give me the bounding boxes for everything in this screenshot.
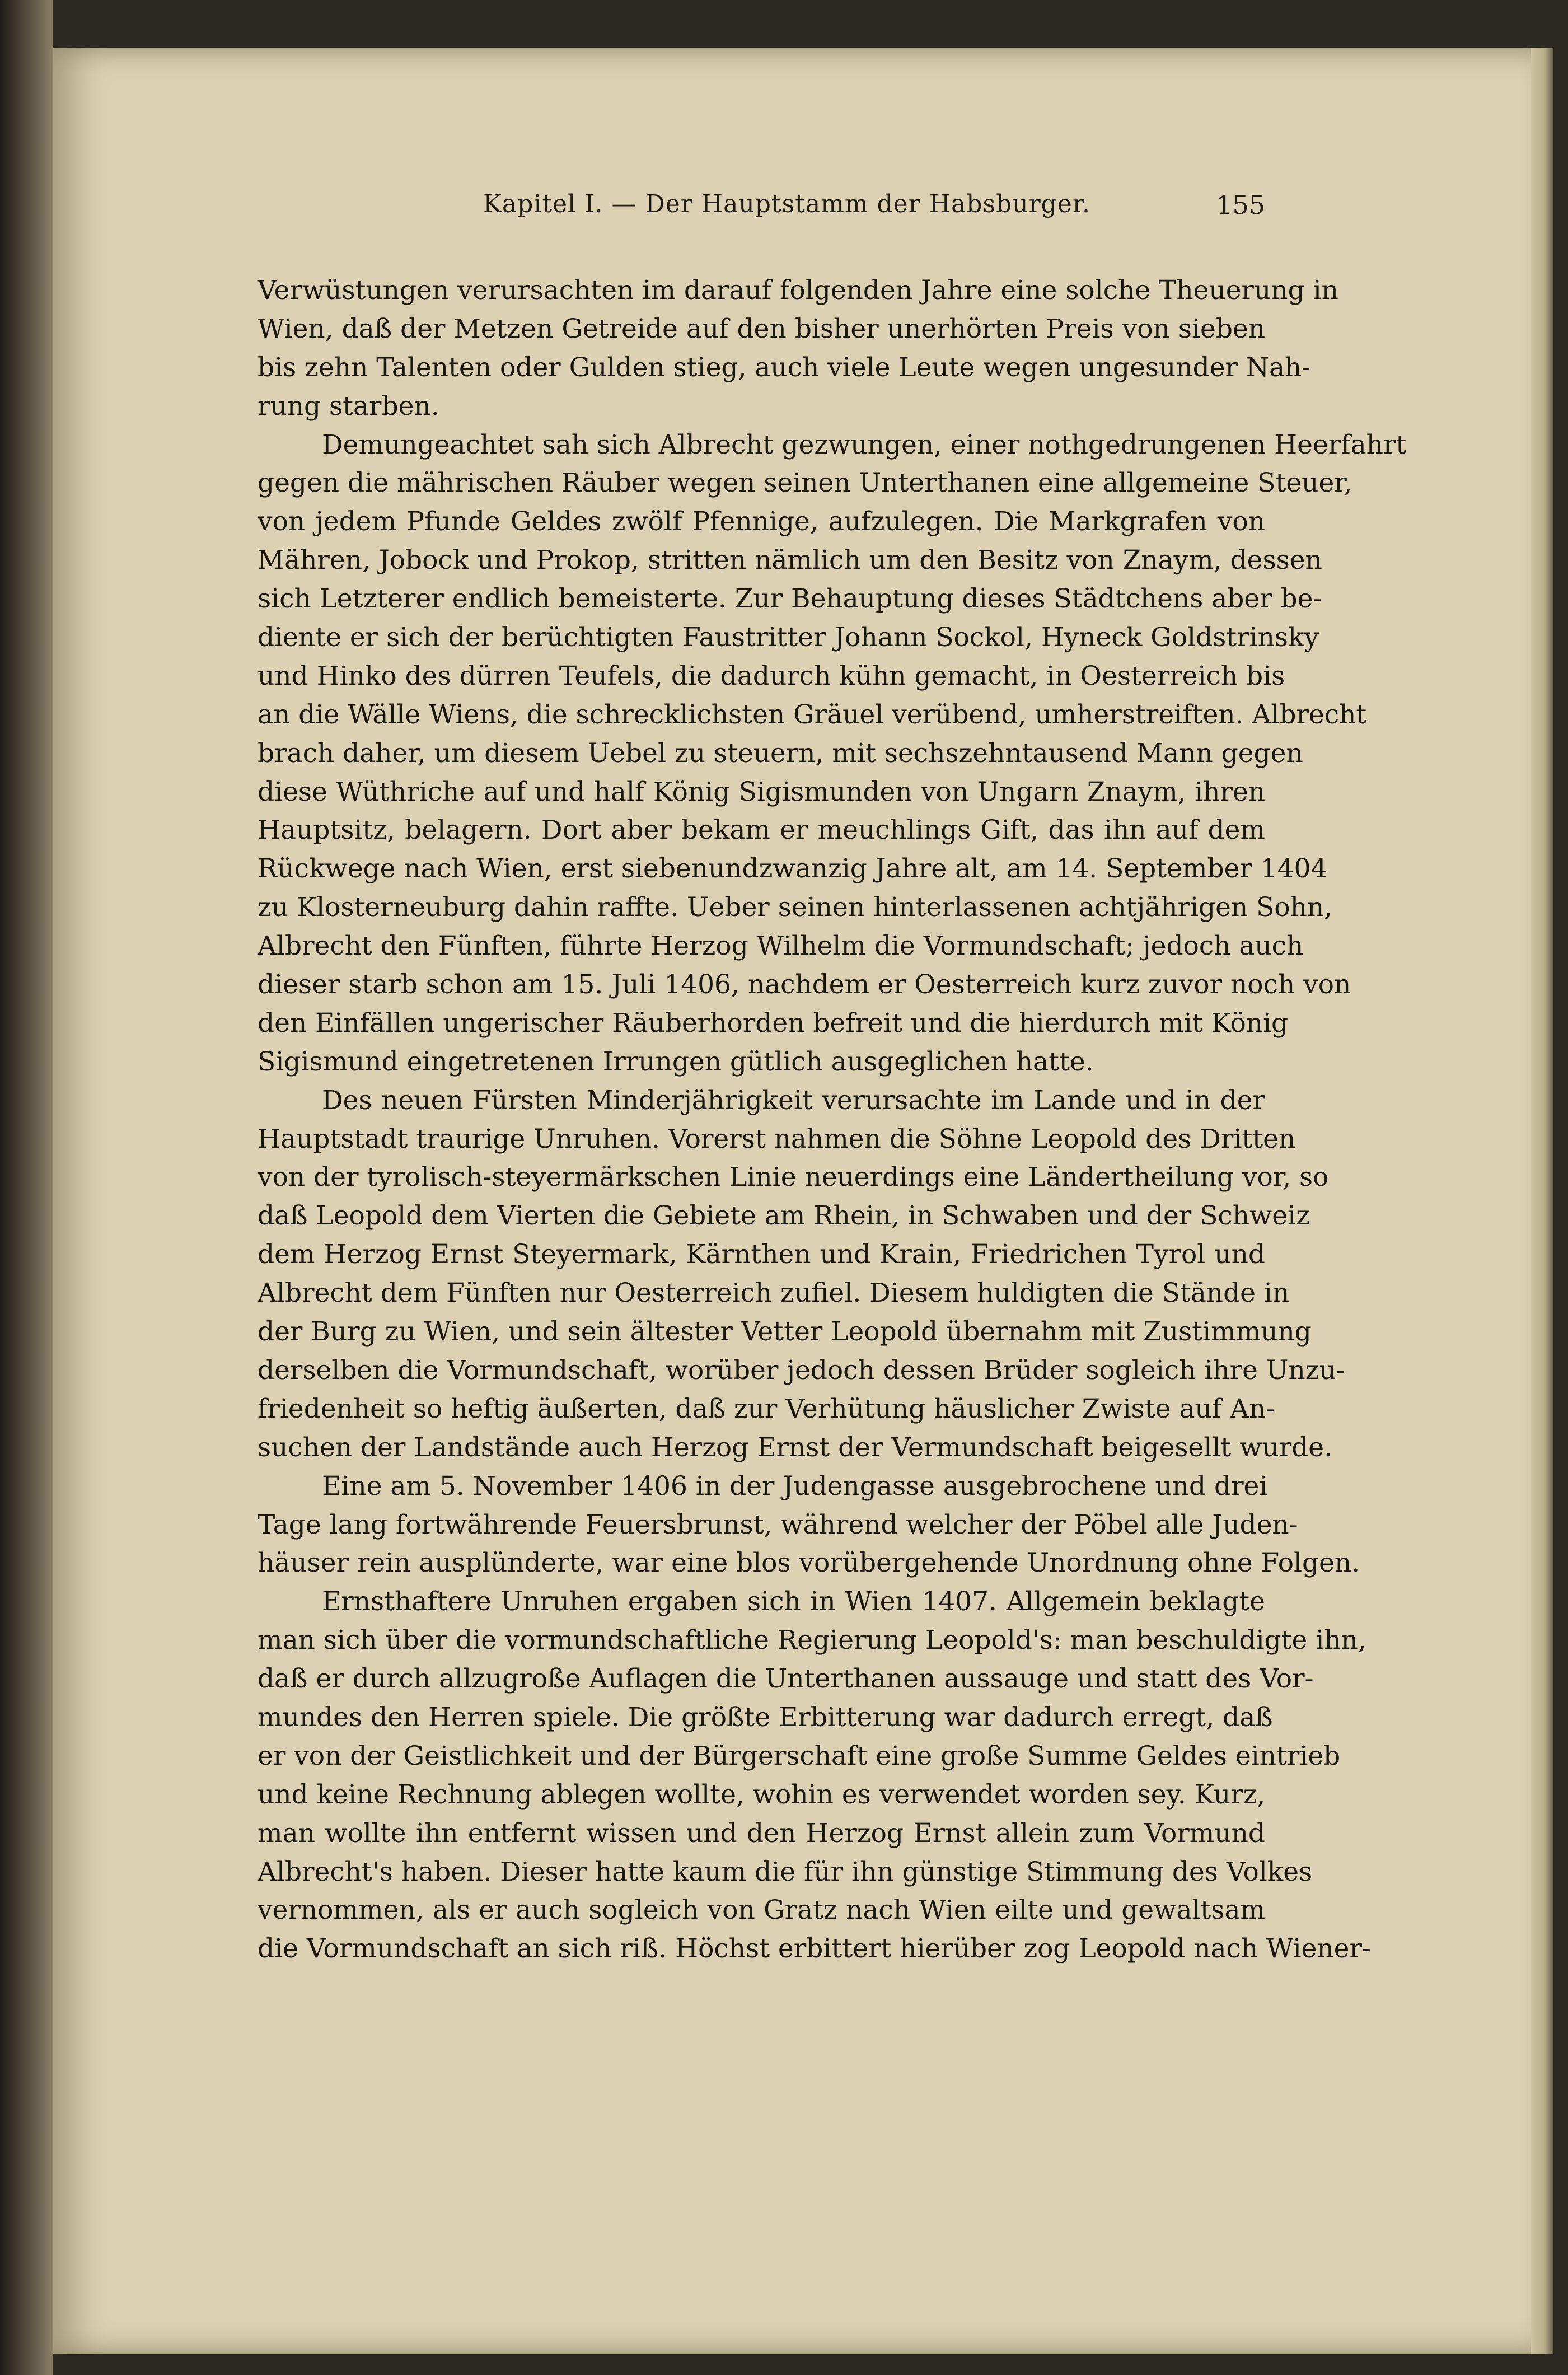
text-line: die Vormundschaft an sich riß. Höchst erbittert hierüber zog Leopold nach Wiener- — [258, 1933, 1371, 1965]
text-line: dem Herzog Ernst Steyermark, Kärnthen und Krain, Friedrichen Tyrol und — [258, 1239, 1265, 1270]
text-line: von jedem Pfunde Geldes zwölf Pfennige, aufzulegen. Die Markgrafen von — [258, 506, 1265, 537]
text-line: derselben die Vormundschaft, worüber jedoch dessen Brüder sogleich ihre Unzu- — [258, 1354, 1345, 1386]
text-line: und keine Rechnung ablegen wollte, wohin es verwendet worden sey. Kurz, — [258, 1779, 1266, 1810]
text-line: von der tyrolisch-steyermärkschen Linie neuerdings eine Ländertheilung vor, so — [258, 1162, 1329, 1193]
text-line: häuser rein ausplünderte, war eine blos vorübergehende Unordnung ohne Folgen. — [258, 1548, 1360, 1579]
book-binding — [0, 0, 53, 2375]
text-line: bis zehn Talenten oder Gulden stieg, auch viele Leute wegen ungesunder Nah- — [258, 352, 1311, 383]
text-line: Wien, daß der Metzen Getreide auf den bisher unerhörten Preis von sieben — [258, 313, 1265, 344]
text-line: er von der Geistlichkeit und der Bürgerschaft eine große Summe Geldes eintrieb — [258, 1740, 1341, 1771]
page-edge — [1531, 48, 1553, 2354]
text-line: diese Wüthriche auf und half König Sigismunden von Ungarn Znaym, ihren — [258, 776, 1265, 807]
page-number: 155 — [1216, 190, 1265, 220]
text-line: rung starben. — [258, 390, 439, 422]
running-head-title: Kapitel I. — Der Hauptstamm der Habsburger. — [483, 190, 1091, 218]
text-line: Albrecht den Fünften, führte Herzog Wilhelm die Vormundschaft; jedoch auch — [258, 931, 1304, 962]
text-line: man sich über die vormundschaftliche Regierung Leopold's: man beschuldigte ihn, — [258, 1625, 1366, 1656]
text-line: brach daher, um diesem Uebel zu steuern, mit sechszehntausend Mann gegen — [258, 737, 1303, 769]
text-line: Eine am 5. November 1406 in der Judengasse ausgebrochene und drei — [322, 1470, 1268, 1502]
text-line: diente er sich der berüchtigten Faustritter Johann Sockol, Hyneck Goldstrinsky — [258, 622, 1319, 653]
text-line: Hauptsitz, belagern. Dort aber bekam er meuchlings Gift, das ihn auf dem — [258, 815, 1265, 846]
text-line: Mähren, Jobock und Prokop, stritten nämlich um den Besitz von Znaym, dessen — [258, 545, 1322, 576]
running-head — [431, 190, 1265, 240]
text-line: und Hinko des dürren Teufels, die dadurch kühn gemacht, in Oesterreich bis — [258, 660, 1285, 691]
text-line: der Burg zu Wien, und sein ältester Vetter Leopold übernahm mit Zustimmung — [258, 1316, 1312, 1348]
text-line: Hauptstadt traurige Unruhen. Vorerst nahmen die Söhne Leopold des Dritten — [258, 1123, 1296, 1154]
text-line: Verwüstungen verursachten im darauf folgenden Jahre eine solche Theuerung in — [258, 275, 1338, 306]
text-line: suchen der Landstände auch Herzog Ernst der Vermundschaft beigesellt wurde. — [258, 1432, 1333, 1463]
text-line: Albrecht dem Fünften nur Oesterreich zufiel. Diesem huldigten die Stände in — [258, 1278, 1290, 1309]
text-line: Demungeachtet sah sich Albrecht gezwungen, einer nothgedrungenen Heerfahrt — [322, 429, 1407, 460]
text-line: daß Leopold dem Vierten die Gebiete am Rhein, in Schwaben und der Schweiz — [258, 1200, 1310, 1232]
text-line: Sigismund eingetretenen Irrungen gütlich ausgeglichen hatte. — [258, 1046, 1094, 1077]
text-line: dieser starb schon am 15. Juli 1406, nachdem er Oesterreich kurz zuvor noch von — [258, 969, 1351, 1001]
text-line: Ernsthaftere Unruhen ergaben sich in Wien 1407. Allgemein beklagte — [322, 1586, 1265, 1617]
text-line: an die Wälle Wiens, die schrecklichsten Gräuel verübend, umherstreiften. Albrecht — [258, 699, 1367, 730]
text-line: Des neuen Fürsten Minderjährigkeit verursachte im Lande und in der — [322, 1084, 1265, 1116]
text-line: den Einfällen ungerischer Räuberhorden befreit und die hierdurch mit König — [258, 1007, 1289, 1039]
text-line: zu Klosterneuburg dahin raffte. Ueber seinen hinterlassenen achtjährigen Sohn, — [258, 892, 1333, 923]
body-text — [258, 272, 1407, 1969]
text-line: mundes den Herren spiele. Die größte Erbitterung war dadurch erregt, daß — [258, 1701, 1273, 1733]
text-line: Rückwege nach Wien, erst siebenundzwanzig Jahre alt, am 14. September 1404 — [258, 853, 1328, 885]
text-line: daß er durch allzugroße Auflagen die Unterthanen aussauge und statt des Vor- — [258, 1663, 1314, 1695]
text-line: vernommen, als er auch sogleich von Gratz nach Wien eilte und gewaltsam — [258, 1895, 1265, 1926]
text-line: Albrecht's haben. Dieser hatte kaum die für ihn günstige Stimmung des Volkes — [258, 1856, 1313, 1887]
text-line: Tage lang fortwährende Feuersbrunst, während welcher der Pöbel alle Juden- — [258, 1509, 1298, 1540]
text-line: friedenheit so heftig äußerten, daß zur Verhütung häuslicher Zwiste auf An- — [258, 1393, 1275, 1424]
text-line: gegen die mährischen Räuber wegen seinen Unterthanen eine allgemeine Steuer, — [258, 467, 1352, 499]
text-line: sich Letzterer endlich bemeisterte. Zur Behauptung dieses Städtchens aber be- — [258, 583, 1322, 615]
text-line: man wollte ihn entfernt wissen und den Herzog Ernst allein zum Vormund — [258, 1817, 1265, 1849]
